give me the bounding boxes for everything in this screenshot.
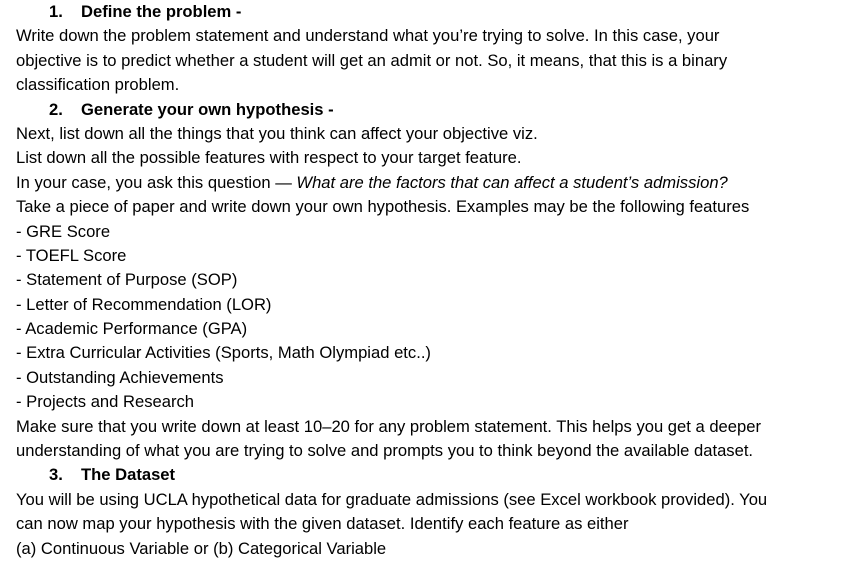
section-1-line-3: classification problem. bbox=[16, 75, 180, 95]
feature-item: - Projects and Research bbox=[16, 392, 195, 412]
section-2-line-4: Take a piece of paper and write down your own hypothesis. Examples may be the following features bbox=[16, 197, 750, 217]
feature-item: - Extra Curricular Activities (Sports, Math Olympiad etc..) bbox=[16, 343, 431, 363]
question-prefix: In your case, you ask this question — bbox=[16, 172, 297, 192]
section-2-number: 2. bbox=[49, 99, 63, 119]
section-2-line-2: List down all the possible features with respect to your target feature. bbox=[16, 148, 522, 168]
feature-item: - Outstanding Achievements bbox=[16, 367, 224, 387]
feature-item: - TOEFL Score bbox=[16, 245, 127, 265]
section-1-number: 1. bbox=[49, 2, 63, 21]
section-2-line-1: Next, list down all the things that you think can affect your objective viz. bbox=[16, 123, 538, 143]
section-2-question-line bbox=[16, 171, 846, 195]
section-3-heading bbox=[16, 463, 846, 487]
section-1-line-1: Write down the problem statement and understand what you’re trying to solve. In this case, your bbox=[16, 26, 720, 46]
feature-item: - GRE Score bbox=[16, 221, 111, 241]
feature-item: - Letter of Recommendation (LOR) bbox=[16, 294, 272, 314]
document-page bbox=[16, 0, 846, 561]
feature-item: - Statement of Purpose (SOP) bbox=[16, 270, 238, 290]
section-3-title: The Dataset bbox=[81, 465, 176, 485]
section-1-line-2: objective is to predict whether a student will get an admit or not. So, it means, that this is a binary bbox=[16, 50, 728, 70]
section-2-heading bbox=[16, 98, 846, 122]
section-2-closing-line-2: understanding of what you are trying to solve and prompts you to think beyond the available dataset. bbox=[16, 441, 754, 461]
section-3-line-3: (a) Continuous Variable or (b) Categorical Variable bbox=[16, 538, 387, 558]
section-3-line-2: can now map your hypothesis with the given dataset. Identify each feature as either bbox=[16, 514, 629, 534]
section-1-title: Define the problem - bbox=[81, 2, 242, 21]
section-2-title: Generate your own hypothesis - bbox=[81, 99, 334, 119]
section-3-line-1: You will be using UCLA hypothetical data for graduate admissions (see Excel workbook provided). You bbox=[16, 489, 768, 509]
section-2-closing-line-1: Make sure that you write down at least 10–20 for any problem statement. This helps you get a deeper bbox=[16, 416, 761, 436]
feature-item: - Academic Performance (GPA) bbox=[16, 319, 248, 339]
section-3-number: 3. bbox=[49, 465, 63, 485]
question-italic: What are the factors that can affect a student’s admission? bbox=[296, 172, 728, 192]
section-1-heading bbox=[16, 0, 846, 24]
